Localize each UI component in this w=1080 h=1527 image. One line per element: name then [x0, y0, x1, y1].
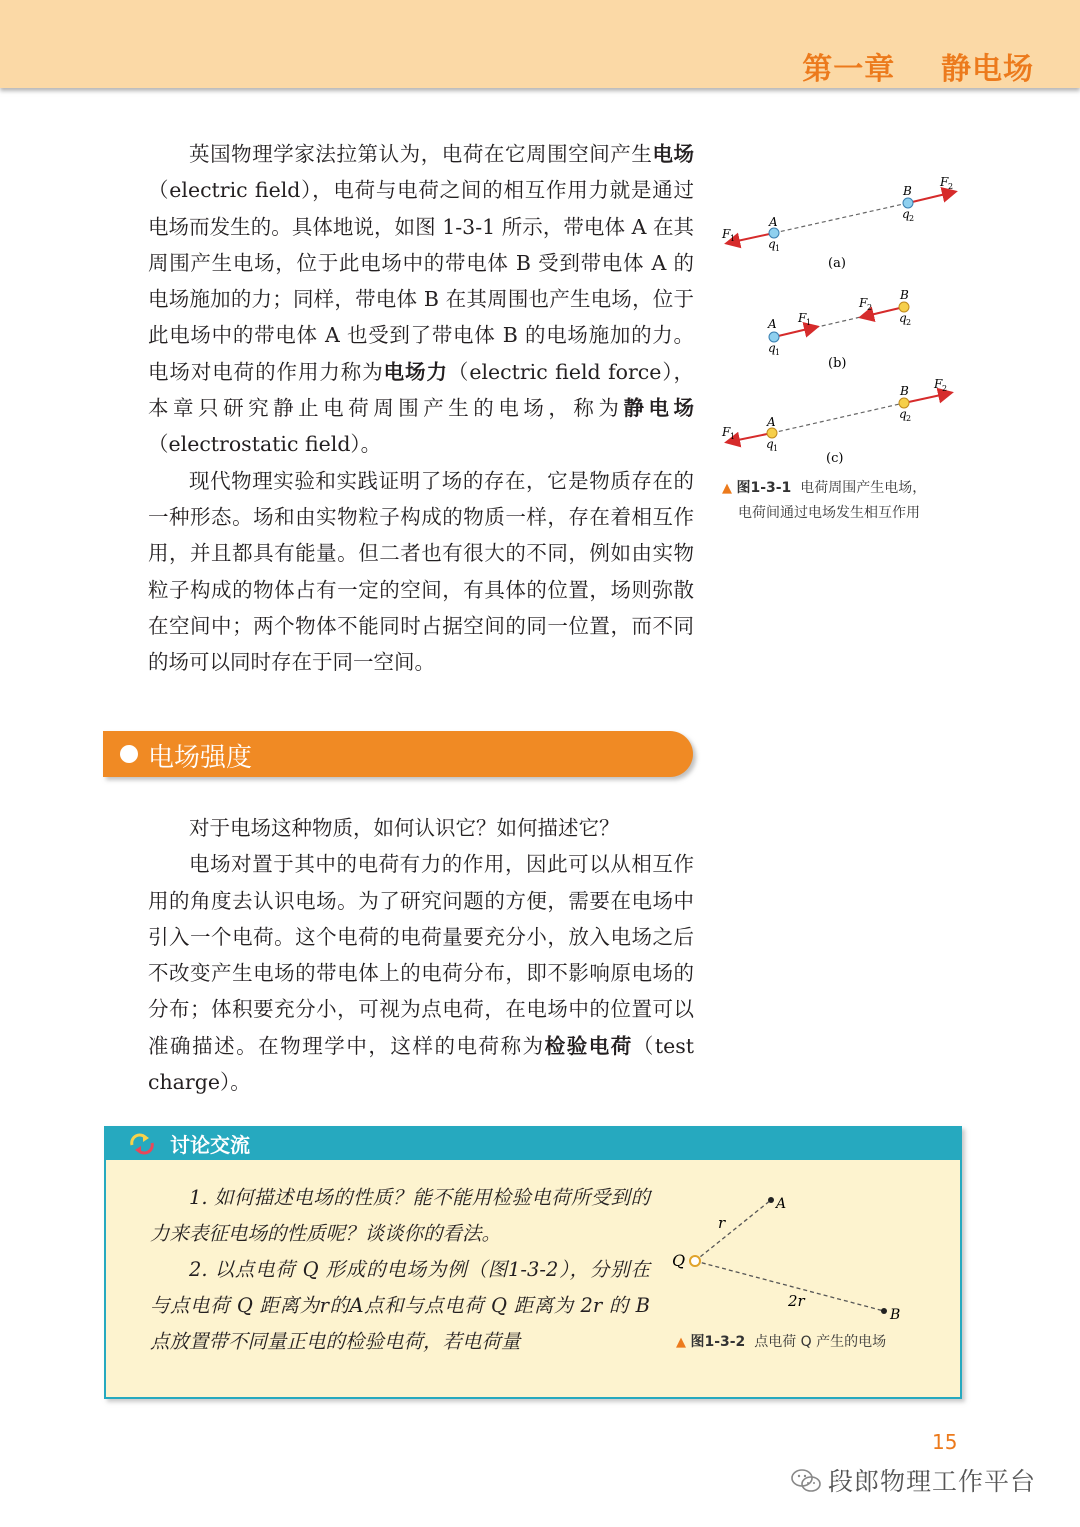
paragraph-faraday: 英国物理学家法拉第认为，电荷在它周围空间产生电场（electric field），电荷与电荷之间的相互作用力就是通过电场而发生的。具体地说，如图 1-3-1 所示，带电体 A 在其周围产生电场，位于此电场中的带电体 B 受到带电体 A 的电场施加的力；同样，带电体 B 在其周围也产生电场，位于此电场中的带电体 A 也受到了带电体 B 的电场施加的力。电场对电荷的作用力称为电场力（electric field force），本章只研究静止电荷周围产生的电场，称为静电场（electrostatic field）。	[148, 142, 695, 457]
figure-part-c	[721, 377, 950, 466]
svg-text:F: F	[722, 425, 731, 439]
svg-text:1: 1	[773, 444, 779, 453]
svg-text:F: F	[859, 296, 868, 310]
field-strength-text	[148, 810, 694, 1100]
paragraph-question: 对于电场这种物质，如何认识它？如何描述它？	[189, 816, 620, 840]
svg-text:B: B	[890, 1307, 901, 1322]
svg-text:B: B	[900, 384, 909, 398]
figure-1-3-2	[668, 1182, 928, 1322]
svg-text:A: A	[767, 415, 776, 429]
svg-text:F: F	[940, 175, 949, 189]
svg-text:2: 2	[867, 303, 873, 312]
svg-text:F: F	[798, 311, 807, 325]
intro-text	[148, 136, 694, 680]
svg-text:A: A	[776, 1196, 787, 1212]
figure-part-a	[721, 175, 954, 271]
figure-1-3-1-caption: ▲ 图1-3-1 电荷周围产生电场， 电荷间通过电场发生相互作用	[722, 480, 927, 521]
figure-part-b	[767, 288, 911, 371]
svg-text:2: 2	[948, 182, 954, 191]
chapter-title: 第一章 静电场	[802, 52, 1034, 87]
triangle-marker-icon: ▲	[722, 481, 732, 496]
svg-text:(b): (b)	[828, 356, 847, 371]
term-electric-field: 电场	[652, 142, 695, 166]
svg-text:1: 1	[806, 318, 812, 327]
svg-text:B: B	[903, 184, 912, 198]
svg-text:Q: Q	[672, 1251, 686, 1270]
svg-text:r: r	[718, 1214, 726, 1232]
svg-text:q: q	[768, 237, 776, 251]
svg-text:2: 2	[942, 384, 948, 393]
svg-text:1: 1	[775, 348, 781, 357]
paragraph-field-existence: 现代物理实验和实践证明了场的存在，它是物质存在的一种形态。场和由实物粒子构成的物质一样，存在着相互作用，并且都具有能量。但二者也有很大的不同，例如由实物粒子构成的物体占有一定的空间，有具体的位置，场则弥散在空间中；两个物体不能同时占据空间的同一位置，而不同的场可以同时存在于同一空间。	[148, 468, 694, 675]
svg-text:(a): (a)	[828, 256, 846, 271]
discussion-question-1: 1. 如何描述电场的性质？能不能用检验电荷所受到的力来表征电场的性质呢？谈谈你的看法。	[150, 1186, 650, 1245]
page-number: 15	[932, 1430, 958, 1454]
svg-text:2: 2	[909, 214, 915, 223]
svg-text:q: q	[899, 407, 907, 421]
discussion-question-2: 2. 以点电荷 Q 形成的电场为例（图1-3-2），分别在与点电荷 Q 距离为r的A点和与点电荷 Q 距离为 2r 的 B 点放置带不同量正电的检验电荷，若电荷量	[150, 1258, 650, 1353]
svg-text:2: 2	[906, 318, 912, 327]
svg-text:2r: 2r	[788, 1292, 805, 1310]
svg-text:1: 1	[775, 244, 781, 253]
discussion-title: 讨论交流	[170, 1133, 250, 1157]
section-title: 电场强度	[148, 743, 253, 773]
paragraph-test-charge: 电场对置于其中的电荷有力的作用，因此可以从相互作用的角度去认识电场。为了研究问题的方便，需要在电场中引入一个电荷。这个电荷的电荷量要充分小，放入电场之后不改变产生电场的带电体上的电荷分布，即不影响原电场的分布；体积要充分小，可视为点电荷，在电场中的位置可以准确描述。在物理学中，这样的电荷称为检验电荷（test charge）。	[148, 852, 694, 1095]
svg-text:q: q	[899, 311, 907, 325]
figure-1-3-2-caption: ▲ 图1-3-2 点电荷 Q 产生的电场	[676, 1334, 887, 1350]
discussion-text	[150, 1180, 650, 1360]
svg-text:F: F	[934, 377, 943, 391]
svg-text:A: A	[768, 317, 777, 331]
discussion-box	[104, 1126, 962, 1399]
svg-text:q: q	[766, 437, 774, 451]
bullet-dot-icon	[120, 745, 138, 763]
term-electrostatic-field: 静电场	[623, 396, 695, 421]
triangle-marker-icon: ▲	[676, 1335, 686, 1350]
wechat-icon	[790, 1467, 822, 1495]
svg-text:1: 1	[730, 234, 736, 243]
svg-text:q: q	[902, 207, 910, 221]
section-heading	[103, 731, 693, 777]
watermark: 段郎物理工作平台	[790, 1462, 1036, 1498]
svg-text:F: F	[722, 227, 731, 241]
figure-1-3-1	[712, 170, 972, 475]
svg-text:q: q	[768, 341, 776, 355]
term-test-charge: 检验电荷	[544, 1033, 633, 1058]
svg-text:(c): (c)	[826, 451, 844, 466]
svg-text:A: A	[769, 215, 778, 229]
svg-text:1: 1	[730, 432, 736, 441]
discussion-cycle-icon	[128, 1133, 156, 1155]
svg-text:B: B	[900, 288, 909, 302]
svg-text:2: 2	[906, 414, 912, 423]
term-electric-field-force: 电场力	[383, 359, 448, 384]
